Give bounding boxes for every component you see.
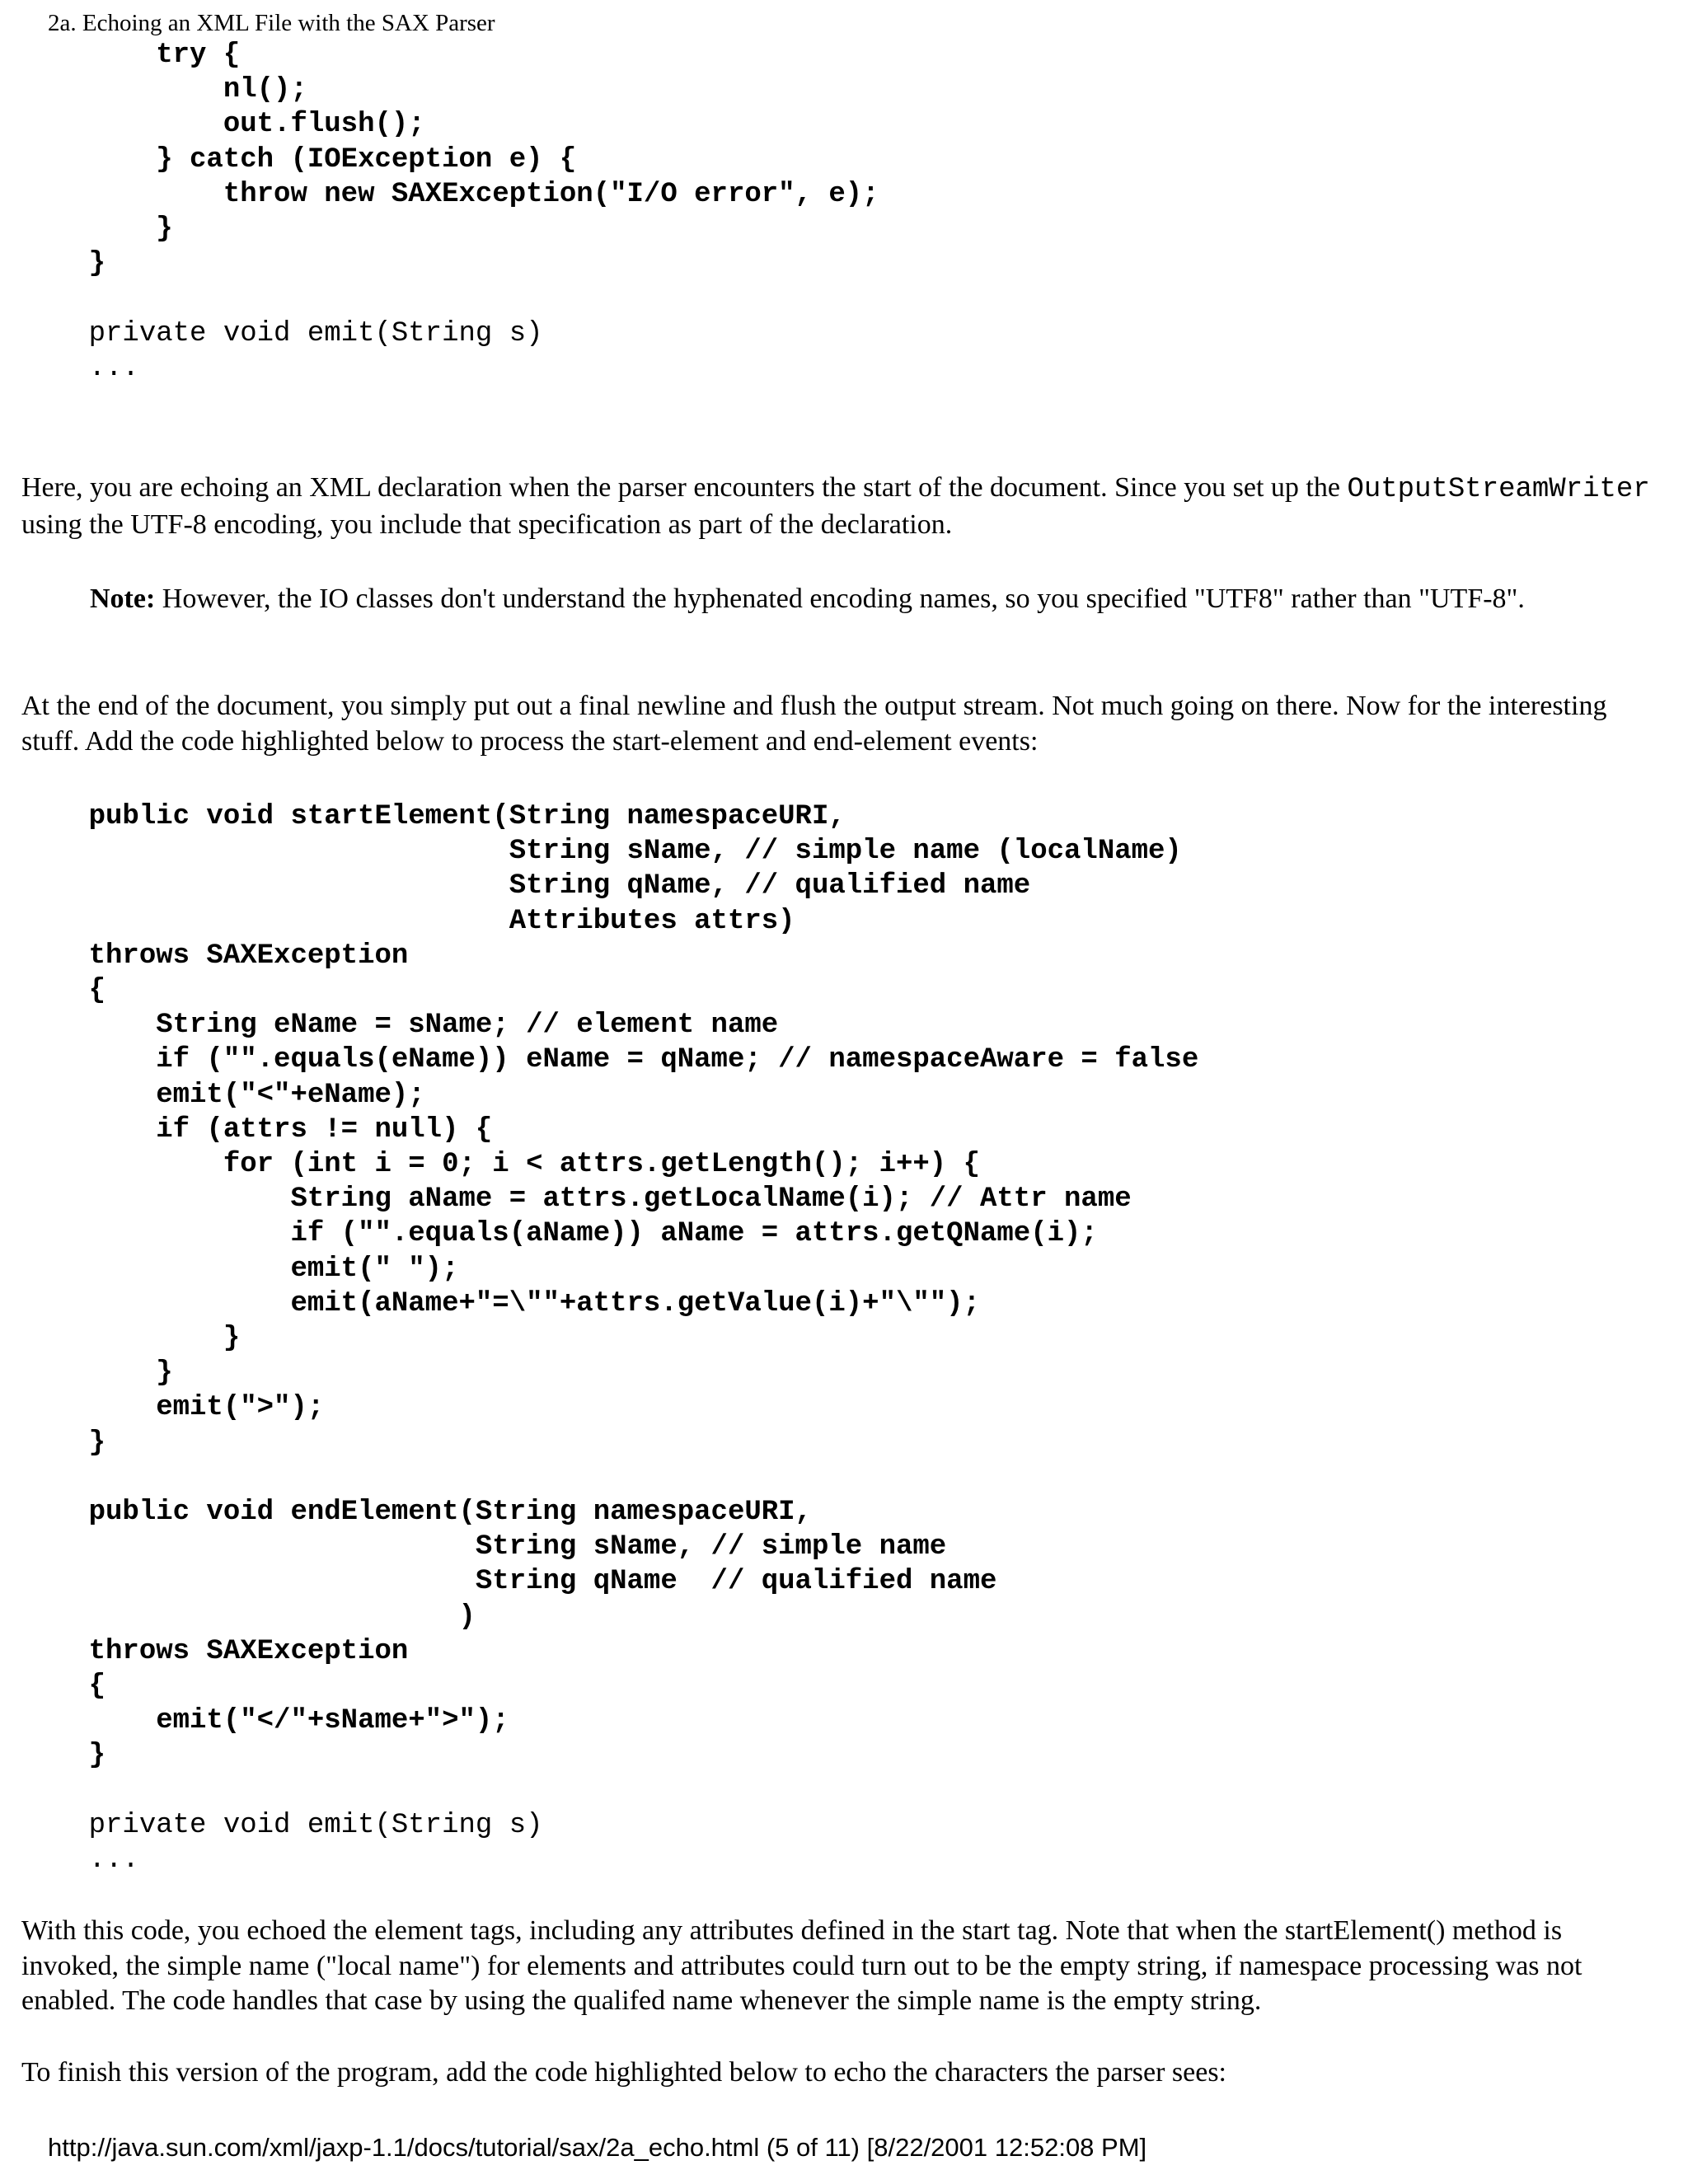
paragraph-1-text-b: using the UTF-8 encoding, you include that specification as part of the declaration. xyxy=(21,509,953,540)
code-line: String eName = sName; // element name xyxy=(21,1010,779,1042)
code-line: } xyxy=(21,1323,241,1355)
code-line: emit(">"); xyxy=(21,1392,325,1424)
code-line: private void emit(String s) xyxy=(21,317,543,349)
page-footer-url: http://java.sun.com/xml/jaxp-1.1/docs/tutorial/sax/2a_echo.html (5 of 11) [8/22/2001 12:52:08 PM] xyxy=(48,2133,1147,2162)
code-line: { xyxy=(21,1671,106,1703)
code-line: String sName, // simple name (localName) xyxy=(21,836,1182,868)
code-line: emit(" "); xyxy=(21,1253,459,1285)
code-block-1 xyxy=(21,38,879,386)
code-line: } xyxy=(21,248,106,280)
code-line: String qName, // qualified name xyxy=(21,870,1031,902)
code-line: if ("".equals(aName)) aName = attrs.getQName(i); xyxy=(21,1218,1098,1250)
code-line: emit("</"+sName+">"); xyxy=(21,1705,509,1737)
note-label: Note: xyxy=(90,583,156,614)
code-line: try { xyxy=(21,40,241,71)
page-header-title: 2a. Echoing an XML File with the SAX Parser xyxy=(48,10,495,36)
code-line: private void emit(String s) xyxy=(21,1809,543,1841)
code-line: String qName // qualified name xyxy=(21,1566,997,1598)
code-line: throws SAXException xyxy=(21,940,409,972)
note-text: However, the IO classes don't understand the hyphenated encoding names, so you specified "UTF8" rather than "UTF-8". xyxy=(155,583,1525,614)
paragraph-1-text-a: Here, you are echoing an XML declaration when the parser encounters the start of the document. Since you set up the xyxy=(21,472,1348,503)
code-line: out.flush(); xyxy=(21,109,425,141)
code-line: public void endElement(String namespaceURI, xyxy=(21,1497,812,1529)
paragraph-4: To finish this version of the program, add the code highlighted below to echo the characters the parser sees: xyxy=(21,2057,1226,2088)
code-line: String sName, // simple name xyxy=(21,1531,947,1563)
code-line: } xyxy=(21,1357,173,1390)
code-block-2 xyxy=(21,799,1198,1877)
code-line: if (attrs != null) { xyxy=(21,1113,493,1146)
paragraph-2: At the end of the document, you simply put out a final newline and flush the output stream. Not much going on there. Now for the interesting stuff. Add the code highlighted below to process the start-element and end-element events: xyxy=(21,691,1607,757)
code-line: { xyxy=(21,975,106,1007)
code-line: Attributes attrs) xyxy=(21,905,795,937)
code-line: ... xyxy=(21,352,139,384)
code-line: } xyxy=(21,1740,106,1772)
code-line: } xyxy=(21,1427,106,1459)
code-line: ... xyxy=(21,1844,139,1877)
code-line: public void startElement(String namespaceURI, xyxy=(21,801,846,832)
code-line: } catch (IOException e) { xyxy=(21,143,577,176)
inline-code-outputstreamwriter: OutputStreamWriter xyxy=(1347,474,1650,505)
paragraph-3: With this code, you echoed the element tags, including any attributes defined in the start tag. Note that when the startElement() method is invoked, the simple name ("local name") for elements and attributes could turn out to be the empty string, if namespace processing was not enabled. The code handles that case by using the qualifed name whenever the simple name is the empty string. xyxy=(21,1915,1582,2016)
code-line: String aName = attrs.getLocalName(i); // Attr name xyxy=(21,1183,1132,1216)
note-block xyxy=(90,582,1569,617)
code-line: ) xyxy=(21,1601,476,1633)
paragraph-1 xyxy=(21,471,1666,542)
code-line: throws SAXException xyxy=(21,1635,409,1667)
code-line: emit("<"+eName); xyxy=(21,1079,425,1111)
code-line: } xyxy=(21,213,173,246)
code-line: if ("".equals(eName)) eName = qName; // namespaceAware = false xyxy=(21,1044,1199,1076)
code-line: emit(aName+"=\""+attrs.getValue(i)+"\""); xyxy=(21,1287,980,1319)
code-line: throw new SAXException("I/O error", e); xyxy=(21,178,879,210)
code-line: for (int i = 0; i < attrs.getLength(); i++) { xyxy=(21,1149,980,1181)
code-line: nl(); xyxy=(21,74,307,106)
